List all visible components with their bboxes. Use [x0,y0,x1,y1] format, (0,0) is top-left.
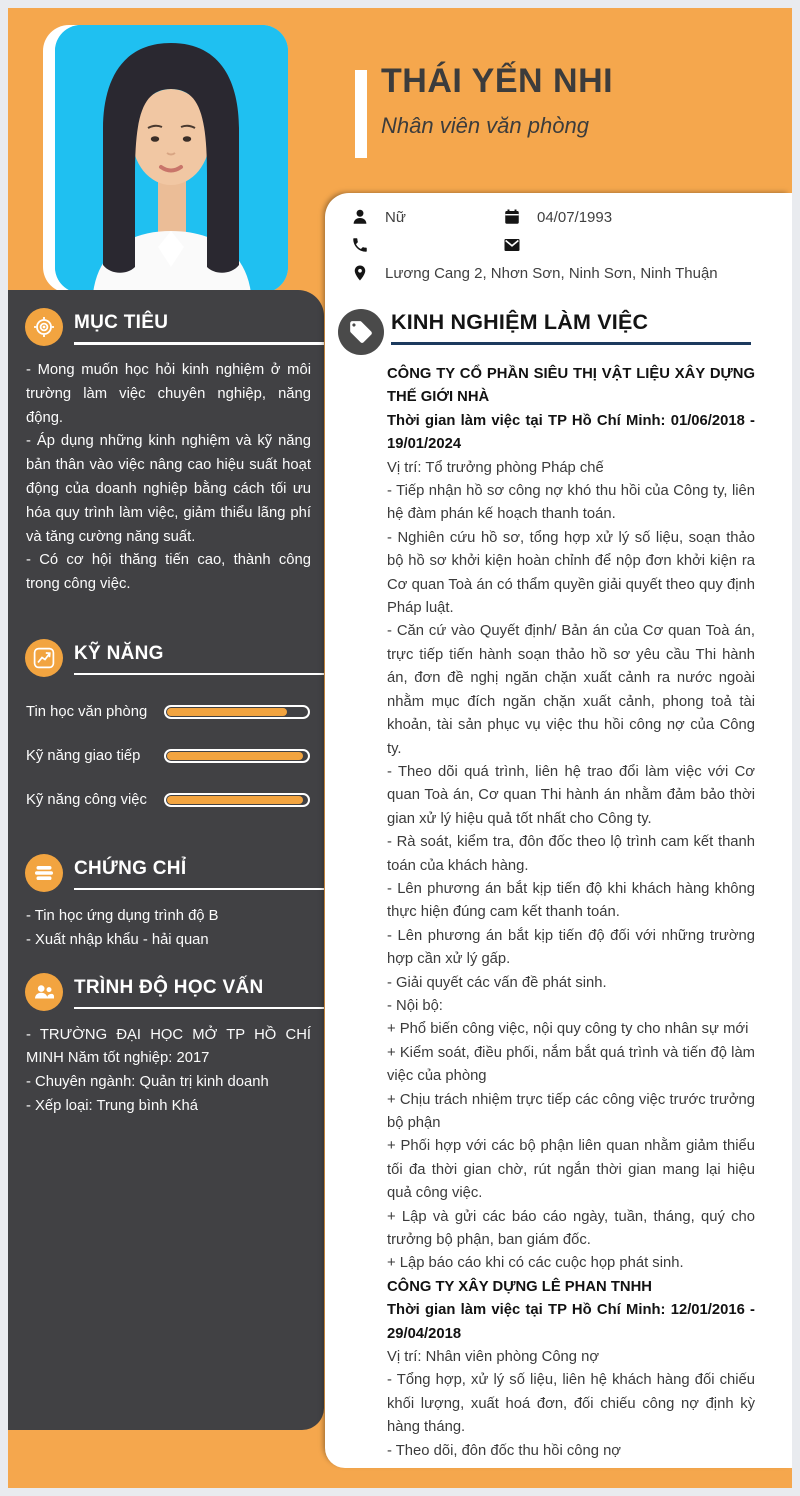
objective-item: - Có cơ hội thăng tiến cao, thành công trong công việc. [26,552,311,593]
certificates-header [25,854,324,892]
education-item: - TRƯỜNG ĐẠI HỌC MỞ TP HỒ CHÍ MINH Năm tốt nghiệp: 2017 [26,1026,311,1067]
trend-chart-icon [25,639,63,677]
person-icon [351,208,385,226]
objective-header [25,308,324,346]
experience-paragraph: Thời gian làm việc tại TP Hồ Chí Minh: 01/06/2018 - 19/01/2024 [387,412,755,453]
education-body [26,1024,311,1119]
certificates-underline [74,888,324,891]
experience-paragraph: - Theo dõi quá trình, liên hệ trao đổi làm việc với Cơ quan Toà án, Cơ quan Thi hành án nhằm đảm bảo thời gian xử lý hiệu quả tốt nhất cho Công ty. [387,763,755,827]
name-accent-bar [355,70,367,158]
graduates-icon [25,973,63,1011]
objective-body [26,359,311,597]
contact-birth-date: 04/07/1993 [537,208,613,226]
experience-paragraph: - Tổng hợp, xử lý số liệu, liên hệ khách hàng đối chiếu khối lượng, xuất hoá đơn, đối chiếu công nợ định kỳ hàng tháng. [387,1372,755,1436]
experience-header [338,309,792,355]
experience-paragraph: - Rà soát, kiểm tra, đôn đốc theo lộ trình cam kết thanh toán của khách hàng. [387,834,755,874]
skills-header [25,639,324,677]
profile-photo [55,25,288,293]
experience-paragraph: + Kiểm soát, điều phối, nắm bắt quá trình và tiến độ làm việc của phòng [387,1044,755,1085]
skill-row [26,701,314,724]
skills-underline [74,673,324,676]
phone-icon [351,236,385,254]
objective-underline [74,342,324,345]
skill-label: Kỹ năng công việc [26,791,147,808]
contact-address: Lương Cang 2, Nhơn Sơn, Ninh Sơn, Ninh Thuận [385,264,718,282]
certificate-item: - Tin học ứng dụng trình độ B [26,907,219,924]
skill-progress-bar [164,749,310,763]
skill-row [26,745,314,768]
calendar-icon [503,208,537,226]
experience-paragraph: - Lên phương án bắt kịp tiến độ khi khách hàng không thực hiện đúng cam kết thanh toán. [387,880,755,921]
objective-item: - Áp dụng những kinh nghiệm và kỹ năng bản thân vào việc nâng cao hiệu suất hoạt động của doanh nghiệp bằng cách tối ưu hóa quy trình làm việc, giảm thiểu lãng phí và tăng cường năng suất. [26,433,311,545]
skill-progress-bar [164,793,310,807]
sidebar [8,290,324,1430]
experience-paragraph: CÔNG TY XÂY DỰNG LÊ PHAN TNHH [387,1278,652,1295]
contact-info [325,193,792,282]
objective-title: MỤC TIÊU [74,312,169,333]
experience-paragraph: - Nghiên cứu hồ sơ, tổng hợp xử lý số liệu, soạn thảo bộ hồ sơ khởi kiện hoàn chỉnh để nộp đơn khởi kiện ra Cơ quan Toà án có thẩm quyền giải quyết theo quy định Pháp luật. [387,529,755,617]
objective-item: - Mong muốn học hỏi kinh nghiệm ở môi trường làm việc chuyên nghiệp, năng động. [26,362,311,426]
experience-paragraph: - Lên phương án bắt kịp tiến độ đối với những trường hợp cần xử lý gấp. [387,927,755,968]
skill-label: Kỹ năng giao tiếp [26,747,141,764]
certificates-title: CHỨNG CHỈ [74,857,187,879]
section-skills [8,639,324,812]
experience-title: KINH NGHIỆM LÀM VIỆC [391,310,649,334]
skills-body [26,701,314,812]
experience-paragraph: Vị trí: Nhân viên phòng Công nợ [387,1349,600,1366]
education-item: - Chuyên ngành: Quản trị kinh doanh [26,1074,269,1091]
skills-title: KỸ NĂNG [74,642,164,664]
experience-underline [391,342,751,345]
skill-progress-fill [167,796,303,804]
experience-paragraph: Thời gian làm việc tại TP Hồ Chí Minh: 12/01/2016 - 29/04/2018 [387,1302,755,1342]
experience-paragraph: Vị trí: Tổ trưởng phòng Pháp chế [387,459,604,476]
education-item: - Xếp loại: Trung bình Khá [26,1097,198,1114]
experience-paragraph: - Tiếp nhận hồ sơ công nợ khó thu hồi của Công ty, liên hệ đàm phán kế hoạch thanh toán. [387,483,755,523]
experience-paragraph: + Phổ biến công việc, nội quy công ty cho nhân sự mới [387,1021,749,1038]
experience-paragraph: + Chịu trách nhiệm trực tiếp các công việc trước trưởng bộ phận [387,1091,755,1131]
skill-progress-bar [164,705,310,719]
experience-paragraph: - Nội bộ: [387,997,443,1014]
target-icon [25,308,63,346]
experience-paragraph: + Phối hợp với các bộ phận liên quan nhằm giảm thiểu tối đa thời gian chờ, rút ngắn thời gian mang lại hiệu quả công việc. [387,1138,755,1202]
experience-paragraph: + Lập báo cáo khi có các cuộc họp phát sinh. [387,1255,684,1272]
skill-row [26,789,314,812]
experience-body [387,363,755,1463]
skill-label: Tin học văn phòng [26,703,148,720]
section-certificates [8,854,324,953]
profile-photo-frame [43,25,288,293]
location-pin-icon [351,264,385,282]
candidate-job-title: Nhân viên văn phòng [381,113,589,138]
skill-progress-fill [167,708,287,716]
candidate-name: THÁI YẾN NHI [381,62,614,100]
experience-paragraph: + Lập và gửi các báo cáo ngày, tuần, tháng, quý cho trưởng bộ phận, ban giám đốc. [387,1208,755,1249]
certificates-body [26,905,311,953]
education-header [25,973,324,1011]
skill-progress-fill [167,752,303,760]
section-education [8,973,324,1119]
books-icon [25,854,63,892]
contact-gender: Nữ [385,208,406,226]
envelope-icon [503,236,537,254]
education-title: TRÌNH ĐỘ HỌC VẤN [74,976,264,998]
experience-paragraph: - Căn cứ vào Quyết định/ Bản án của Cơ quan Toà án, trực tiếp tiến hành soạn thảo hồ sơ yêu cầu Thi hành án, đơn đề nghị ngăn chặn xuất cảnh ra nước ngoài nhằm mục đích ngăn chặn xuất cảnh, phong toả tài khoản, tài sản phục vụ việc thu hồi công nợ của Công ty. [387,623,755,757]
main-content-card [325,193,792,1468]
education-underline [74,1007,324,1010]
header-title-block [355,62,775,139]
portrait-illustration [55,25,288,293]
experience-paragraph: - Giải quyết các vấn đề phát sinh. [387,974,607,991]
experience-paragraph: - Theo dõi, đôn đốc thu hồi công nợ [387,1442,622,1459]
cv-background [8,8,792,1488]
experience-paragraph: CÔNG TY CỔ PHẦN SIÊU THỊ VẬT LIỆU XÂY DỰNG THẾ GIỚI NHÀ [387,366,755,406]
certificate-item: - Xuất nhập khẩu - hải quan [26,931,209,948]
section-objective [8,308,324,597]
tag-icon [338,309,384,355]
